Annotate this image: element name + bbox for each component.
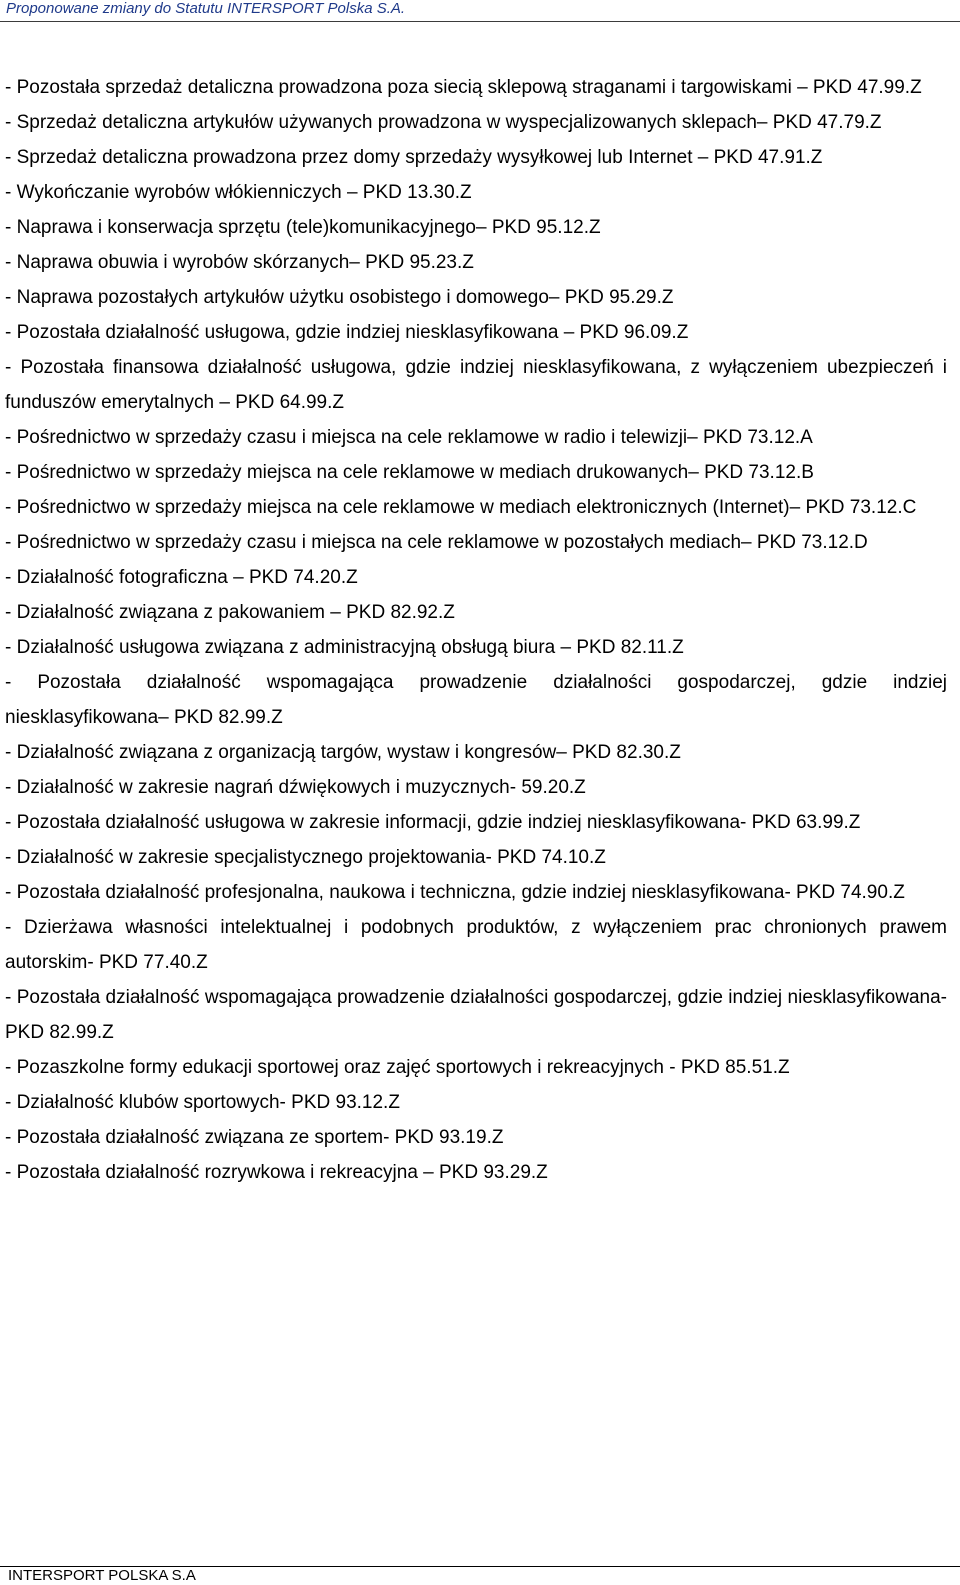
list-item: - Działalność usługowa związana z administracyjną obsługą biura – PKD 82.11.Z xyxy=(5,637,684,658)
list-item: - Pozostała działalność profesjonalna, naukowa i techniczna, gdzie indziej niesklasyfikowana- PKD 74.90.Z xyxy=(5,882,905,903)
list-item: - Pozostała finansowa działalność usługowa, gdzie indziej niesklasyfikowana, z wyłączeniem ubezpieczeń i funduszów emerytalnych – PKD 64.99.Z xyxy=(5,357,947,413)
list-item: - Pozostała działalność usługowa, gdzie indziej niesklasyfikowana – PKD 96.09.Z xyxy=(5,322,689,343)
list-item: - Pośrednictwo w sprzedaży czasu i miejsca na cele reklamowe w radio i telewizji– PKD 73.12.A xyxy=(5,427,813,448)
list-item: - Naprawa obuwia i wyrobów skórzanych– PKD 95.23.Z xyxy=(5,252,474,273)
list-item: - Działalność fotograficzna – PKD 74.20.Z xyxy=(5,567,358,588)
list-item: - Pośrednictwo w sprzedaży miejsca na cele reklamowe w mediach drukowanych– PKD 73.12.B xyxy=(5,462,814,483)
list-item: - Działalność związana z pakowaniem – PKD 82.92.Z xyxy=(5,602,455,623)
list-item: - Działalność klubów sportowych- PKD 93.12.Z xyxy=(5,1092,400,1113)
list-item: - Naprawa i konserwacja sprzętu (tele)komunikacyjnego– PKD 95.12.Z xyxy=(5,217,601,238)
list-item: - Pozostała działalność wspomagająca prowadzenie działalności gospodarczej, gdzie indziej niesklasyfikowana- PKD 82.99.Z xyxy=(5,987,947,1043)
list-item: - Sprzedaż detaliczna artykułów używanych prowadzona w wyspecjalizowanych sklepach– PKD 47.79.Z xyxy=(5,112,882,133)
list-item: - Działalność związana z organizacją targów, wystaw i kongresów– PKD 82.30.Z xyxy=(5,742,681,763)
list-item: - Naprawa pozostałych artykułów użytku osobistego i domowego– PKD 95.29.Z xyxy=(5,287,674,308)
pkd-activity-list xyxy=(5,70,947,1190)
list-item: - Pozaszkolne formy edukacji sportowej oraz zajęć sportowych i rekreacyjnych - PKD 85.51.Z xyxy=(5,1057,790,1078)
list-item: - Pośrednictwo w sprzedaży miejsca na cele reklamowe w mediach elektronicznych (Internet)– PKD 73.12.C xyxy=(5,497,917,518)
list-item: - Działalność w zakresie specjalistycznego projektowania- PKD 74.10.Z xyxy=(5,847,606,868)
list-item: - Pozostała działalność usługowa w zakresie informacji, gdzie indziej niesklasyfikowana- PKD 63.99.Z xyxy=(5,812,861,833)
document-footer-company: INTERSPORT POLSKA S.A xyxy=(8,1567,196,1584)
list-item: - Pozostała działalność rozrywkowa i rekreacyjna – PKD 93.29.Z xyxy=(5,1162,548,1183)
document-header-title: Proponowane zmiany do Statutu INTERSPORT Polska S.A. xyxy=(6,0,406,17)
list-item: - Pośrednictwo w sprzedaży czasu i miejsca na cele reklamowe w pozostałych mediach– PKD 73.12.D xyxy=(5,532,868,553)
list-item: - Dzierżawa własności intelektualnej i podobnych produktów, z wyłączeniem prac chronionych prawem autorskim- PKD 77.40.Z xyxy=(5,917,947,973)
list-item: - Pozostała działalność związana ze sportem- PKD 93.19.Z xyxy=(5,1127,504,1148)
list-item: - Pozostała sprzedaż detaliczna prowadzona poza siecią sklepową straganami i targowiskami – PKD 47.99.Z xyxy=(5,77,922,98)
list-item: - Pozostała działalność wspomagająca prowadzenie działalności gospodarczej, gdzie indziej niesklasyfikowana– PKD 82.99.Z xyxy=(5,672,947,728)
header-divider xyxy=(0,21,960,22)
list-item: - Sprzedaż detaliczna prowadzona przez domy sprzedaży wysyłkowej lub Internet – PKD 47.91.Z xyxy=(5,147,823,168)
list-item: - Działalność w zakresie nagrań dźwiękowych i muzycznych- 59.20.Z xyxy=(5,777,586,798)
list-item: - Wykończanie wyrobów włókienniczych – PKD 13.30.Z xyxy=(5,182,472,203)
